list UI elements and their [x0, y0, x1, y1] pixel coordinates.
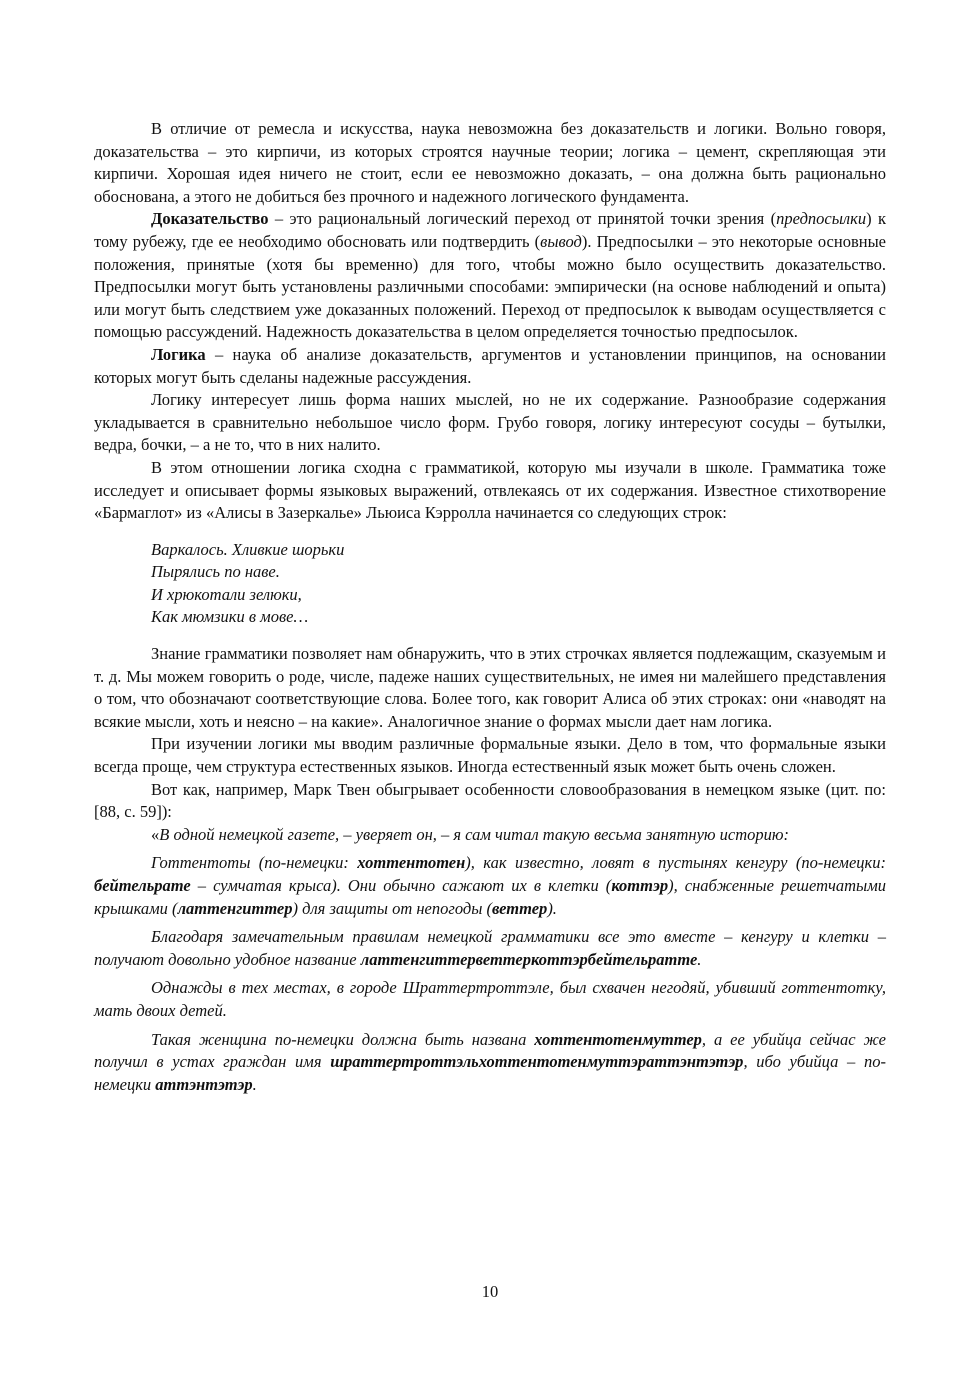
page-number: 10: [481, 1282, 499, 1301]
term-conclusion: вывод: [540, 231, 582, 251]
term-premise: предпосылки: [776, 209, 867, 229]
quote-paragraph-hottentots: Готтентоты (по-немецки: хоттентотен), как известно, ловят в пустынях кенгуру (по-немецки: бейтельрате – сумчатая крыса). Они обычно сажают их в клетки (коттэр), снабженные решетчатыми крышками (латтенгиттер) для защиты от непогоды (веттер).: [94, 853, 887, 918]
paragraph-logic-form: Логику интересует лишь форма наших мыслей, но не их содержание. Разнообразие содержания укладывается в сравнительно небольшое число форм. Грубо говоря, логику интересуют сосуды – бутылки, ведра, бочки, – а не то, что в них налито.: [94, 390, 886, 455]
paragraph-proof-definition: Доказательство – это рациональный логический переход от принятой точки зрения (предпосылки) к тому рубежу, где ее необходимо обосновать или подтвердить (вывод). Предпосылки – это некоторые основные положения, принятые (хотя бы временно) для того, чтобы можно было осуществить доказательство. Предпосылки могут быть установлены различными способами: эмпирически (на основе наблюдений и опыта) или могут быть следствием уже доказанных положений. Переход от предпосылок к выводам осуществляется с помощью рассуждений. Надежность доказательства в целом определяется точностью предпосылок.: [94, 209, 886, 342]
term-logic: Логика: [151, 344, 206, 364]
paragraph-formal-languages: При изучении логики мы вводим различные формальные языки. Дело в том, что формальные языки всегда проще, чем структура естественных языков. Иногда естественный язык может быть очень сложен.: [94, 734, 886, 777]
paragraph-intro: В отличие от ремесла и искусства, наука невозможна без доказательств и логики. Вольно говоря, доказательства – это кирпичи, из которых строятся научные теории; логика – цемент, скрепляющая эти кирпичи. Хорошая идея ничего не стоит, если ее невозможно доказать, – она должна быть рационально обоснована, а этого не добиться без прочного и надежного логического фундамента.: [94, 119, 886, 206]
paragraph-grammar: В этом отношении логика сходна с грамматикой, которую мы изучали в школе. Грамматика тоже исследует и описывает формы языковых выражений, отвлекаясь от их содержания. Известное стихотворение «Бармаглот» из «Алисы в Зазеркалье» Льюиса Кэрролла начинается со следующих строк:: [94, 457, 886, 523]
poem-line: Как мюмзики в мове…: [151, 607, 309, 627]
term-proof: Доказательство: [151, 209, 269, 229]
twain-quote: [94, 824, 886, 1097]
body-text: [94, 118, 886, 1096]
paragraph-grammar-knowledge: Знание грамматики позволяет нам обнаружить, что в этих строчках является подлежащим, сказуемым и т. д. Мы можем говорить о роде, числе, падеже наших существительных, не имея ни малейшего представления о том, что обозначают соответствующие слова. Более того, как говорит Алиса об этих строках: они «наводят на всякие мысли, хоть и неясно – на какие». Аналогичное знание о формах мысли дает нам логика.: [94, 644, 886, 731]
quote-paragraph-villain: Однажды в тех местах, в городе Шраттертроттэле, был схвачен негодяй, убивший готтентотку, мать двоих детей.: [94, 978, 886, 1020]
quote-paragraph-intro: «В одной немецкой газете, – уверяет он, – я сам читал такую весьма занятную историю:: [151, 824, 790, 844]
quote-paragraph-grammar-rules: Благодаря замечательным правилам немецкой грамматики все это вместе – кенгуру и клетки – получают довольно удобное название латтенгиттерветтеркоттэрбейтельратте.: [94, 927, 886, 969]
poem-line: И хрюкотали зелюки,: [151, 584, 302, 604]
quote-paragraph-naming: Такая женщина по-немецки должна быть названа хоттентотенмуттер, а ее убийца сейчас же получил в устах граждан имя шраттертроттэльхоттентотенмуттэраттэнтэтэр, ибо убийца – по-немецки аттэнтэтэр.: [94, 1029, 886, 1094]
poem-line: Пырялись по наве.: [151, 562, 280, 582]
paragraph-logic-definition: Логика – наука об анализе доказательств, аргументов и установлении принципов, на основании которых могут быть сделаны надежные рассуждения.: [94, 344, 886, 387]
poem-jabberwocky: [151, 539, 886, 629]
paragraph-mark-twain: Вот как, например, Марк Твен обыгрывает особенности словообразования в немецком языке (цит. по: [88, с. 59]):: [94, 779, 886, 822]
poem-line: Варкалось. Хливкие шорьки: [151, 539, 345, 559]
